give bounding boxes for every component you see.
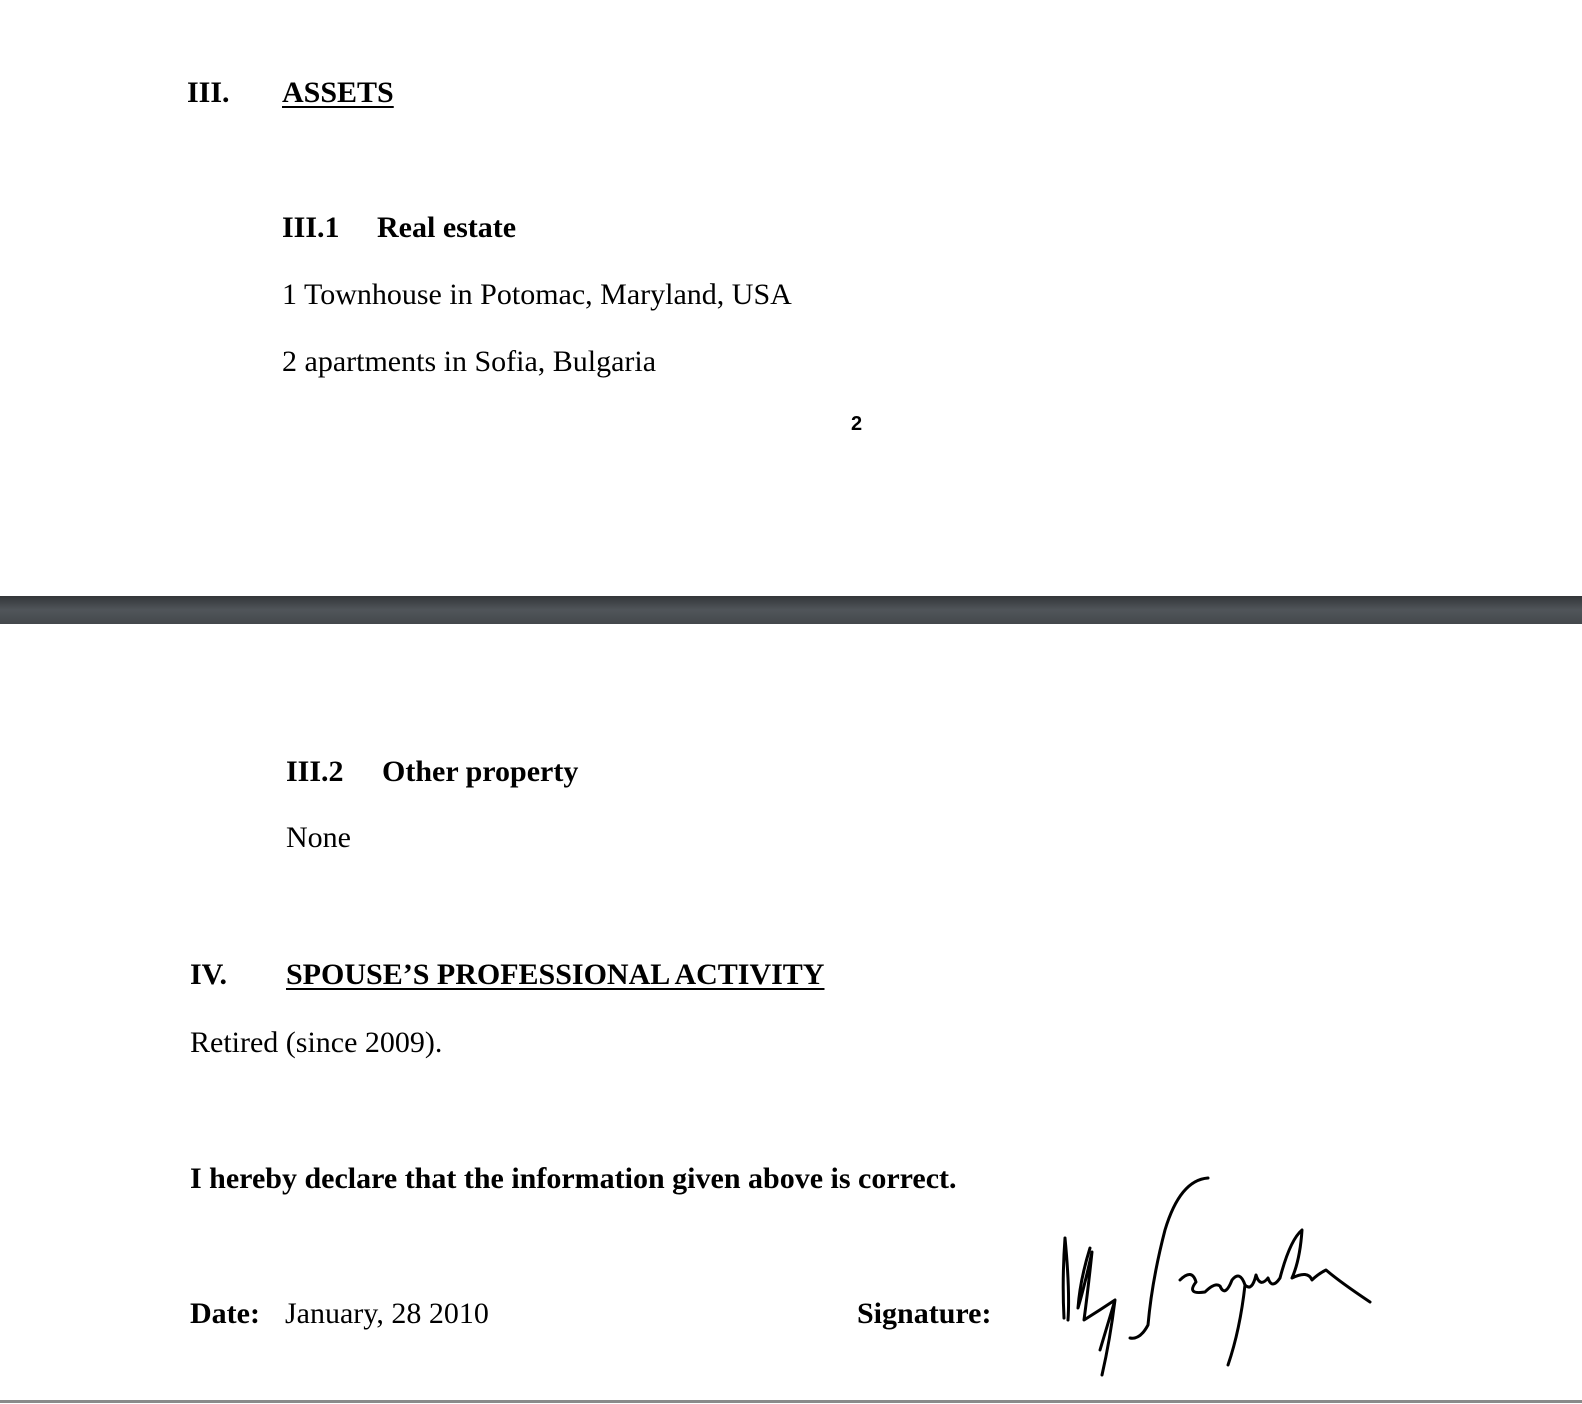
date-label: Date: <box>190 1297 260 1330</box>
other-property-value: None <box>286 821 351 854</box>
subsection-title-real-estate: Real estate <box>377 211 517 244</box>
real-estate-item: 1 Townhouse in Potomac, Maryland, USA <box>282 278 792 311</box>
real-estate-item: 2 apartments in Sofia, Bulgaria <box>282 345 657 378</box>
declaration-text: I hereby declare that the information given above is correct. <box>190 1162 957 1195</box>
subsection-number: III.2 <box>286 755 344 788</box>
signature-label: Signature: <box>857 1297 992 1330</box>
subsection-title-other-property: Other property <box>382 755 579 788</box>
page-number: 2 <box>851 413 863 435</box>
page-separator <box>0 596 1582 624</box>
section-title-spouse-activity: SPOUSE’S PROFESSIONAL ACTIVITY <box>286 958 825 991</box>
signature-image <box>1040 1170 1440 1390</box>
page-bottom-border <box>0 1400 1582 1403</box>
section-title-assets: ASSETS <box>282 76 394 109</box>
date-value: January, 28 2010 <box>285 1297 489 1330</box>
section-number: IV. <box>190 958 227 991</box>
section-number: III. <box>187 76 230 109</box>
spouse-activity-value: Retired (since 2009). <box>190 1026 443 1059</box>
subsection-number: III.1 <box>282 211 340 244</box>
